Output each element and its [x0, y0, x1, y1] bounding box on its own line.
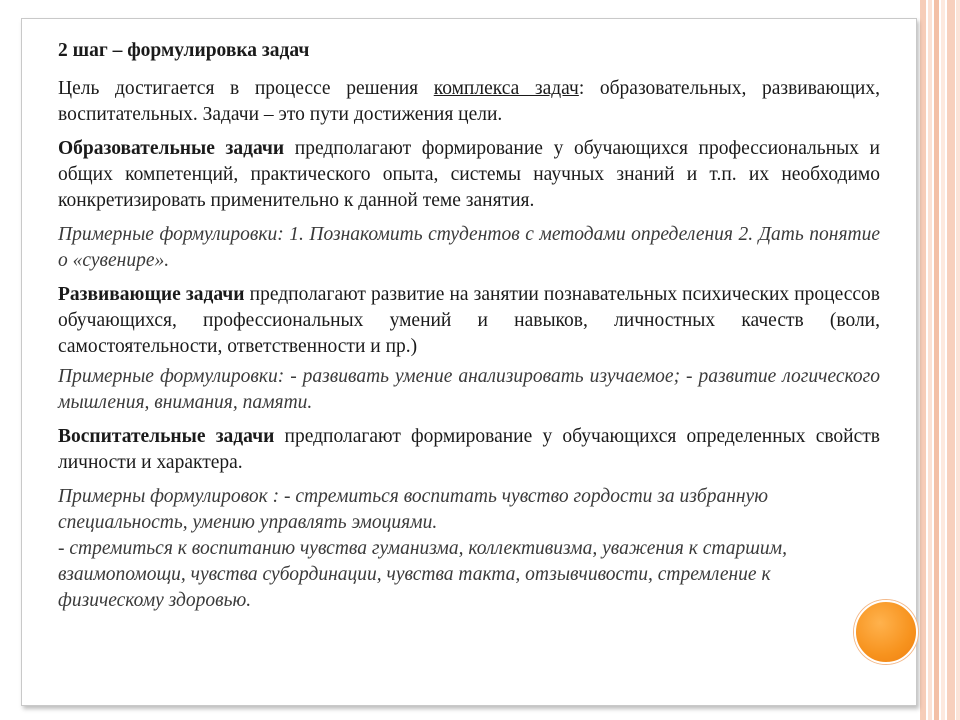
upbringing-examples-1: Примерны формулировок : - стремиться воспитать чувство гордости за избранную специальность, умению управлять эмоциями.: [58, 486, 768, 533]
developing-term: Развивающие задачи: [58, 284, 245, 305]
intro-underlined-term: комплекса задач: [433, 78, 579, 99]
educational-term: Образовательные задачи: [58, 138, 285, 159]
stripe: [941, 0, 945, 720]
stripe: [928, 0, 932, 720]
upbringing-text: предполагают формирование у обучающихся определенных свойств личности и характера.: [58, 426, 880, 473]
intro-text-end: : образовательных, развивающих, воспитательных. Задачи – это пути достижения цели.: [58, 78, 880, 125]
upbringing-paragraph: [58, 424, 880, 476]
educational-text: предполагают формирование у обучающихся профессиональных и общих компетенций, практического опыта, системы научных знаний и т.п. их необходимо конкретизировать применительно к данной теме занятия.: [58, 138, 880, 211]
developing-text: предполагают развитие на занятии познавательных психических процессов обучающихся, профессиональных умений и навыков, личностных качеств (воли, самостоятельности, ответственности и пр.): [58, 284, 880, 357]
stripe: [947, 0, 955, 720]
decorative-orange-circle: [854, 600, 918, 664]
stripe: [956, 0, 960, 720]
intro-paragraph: [58, 76, 880, 128]
stripe: [934, 0, 939, 720]
educational-examples: Примерные формулировки: 1. Познакомить студентов с методами определения 2. Дать понятие о «сувенире».: [58, 224, 880, 271]
slide-title: 2 шаг – формулировка задач: [58, 40, 310, 61]
developing-paragraph: [58, 282, 880, 360]
developing-examples: Примерные формулировки: - развивать умение анализировать изучаемое; - развитие логического мышления, внимания, памяти.: [58, 366, 880, 413]
stripe: [920, 0, 926, 720]
slide-content: [58, 38, 880, 614]
upbringing-term: Воспитательные задачи: [58, 426, 275, 447]
upbringing-examples-2: - стремиться к воспитанию чувства гуманизма, коллективизма, уважения к старшим, взаимопомощи, чувства субординации, чувства такта, отзывчивости, стремление к физическому здоровью.: [58, 538, 787, 611]
educational-paragraph: [58, 136, 880, 214]
intro-text: Цель достигается в процессе решения: [58, 78, 434, 99]
decorative-stripes: [920, 0, 960, 720]
